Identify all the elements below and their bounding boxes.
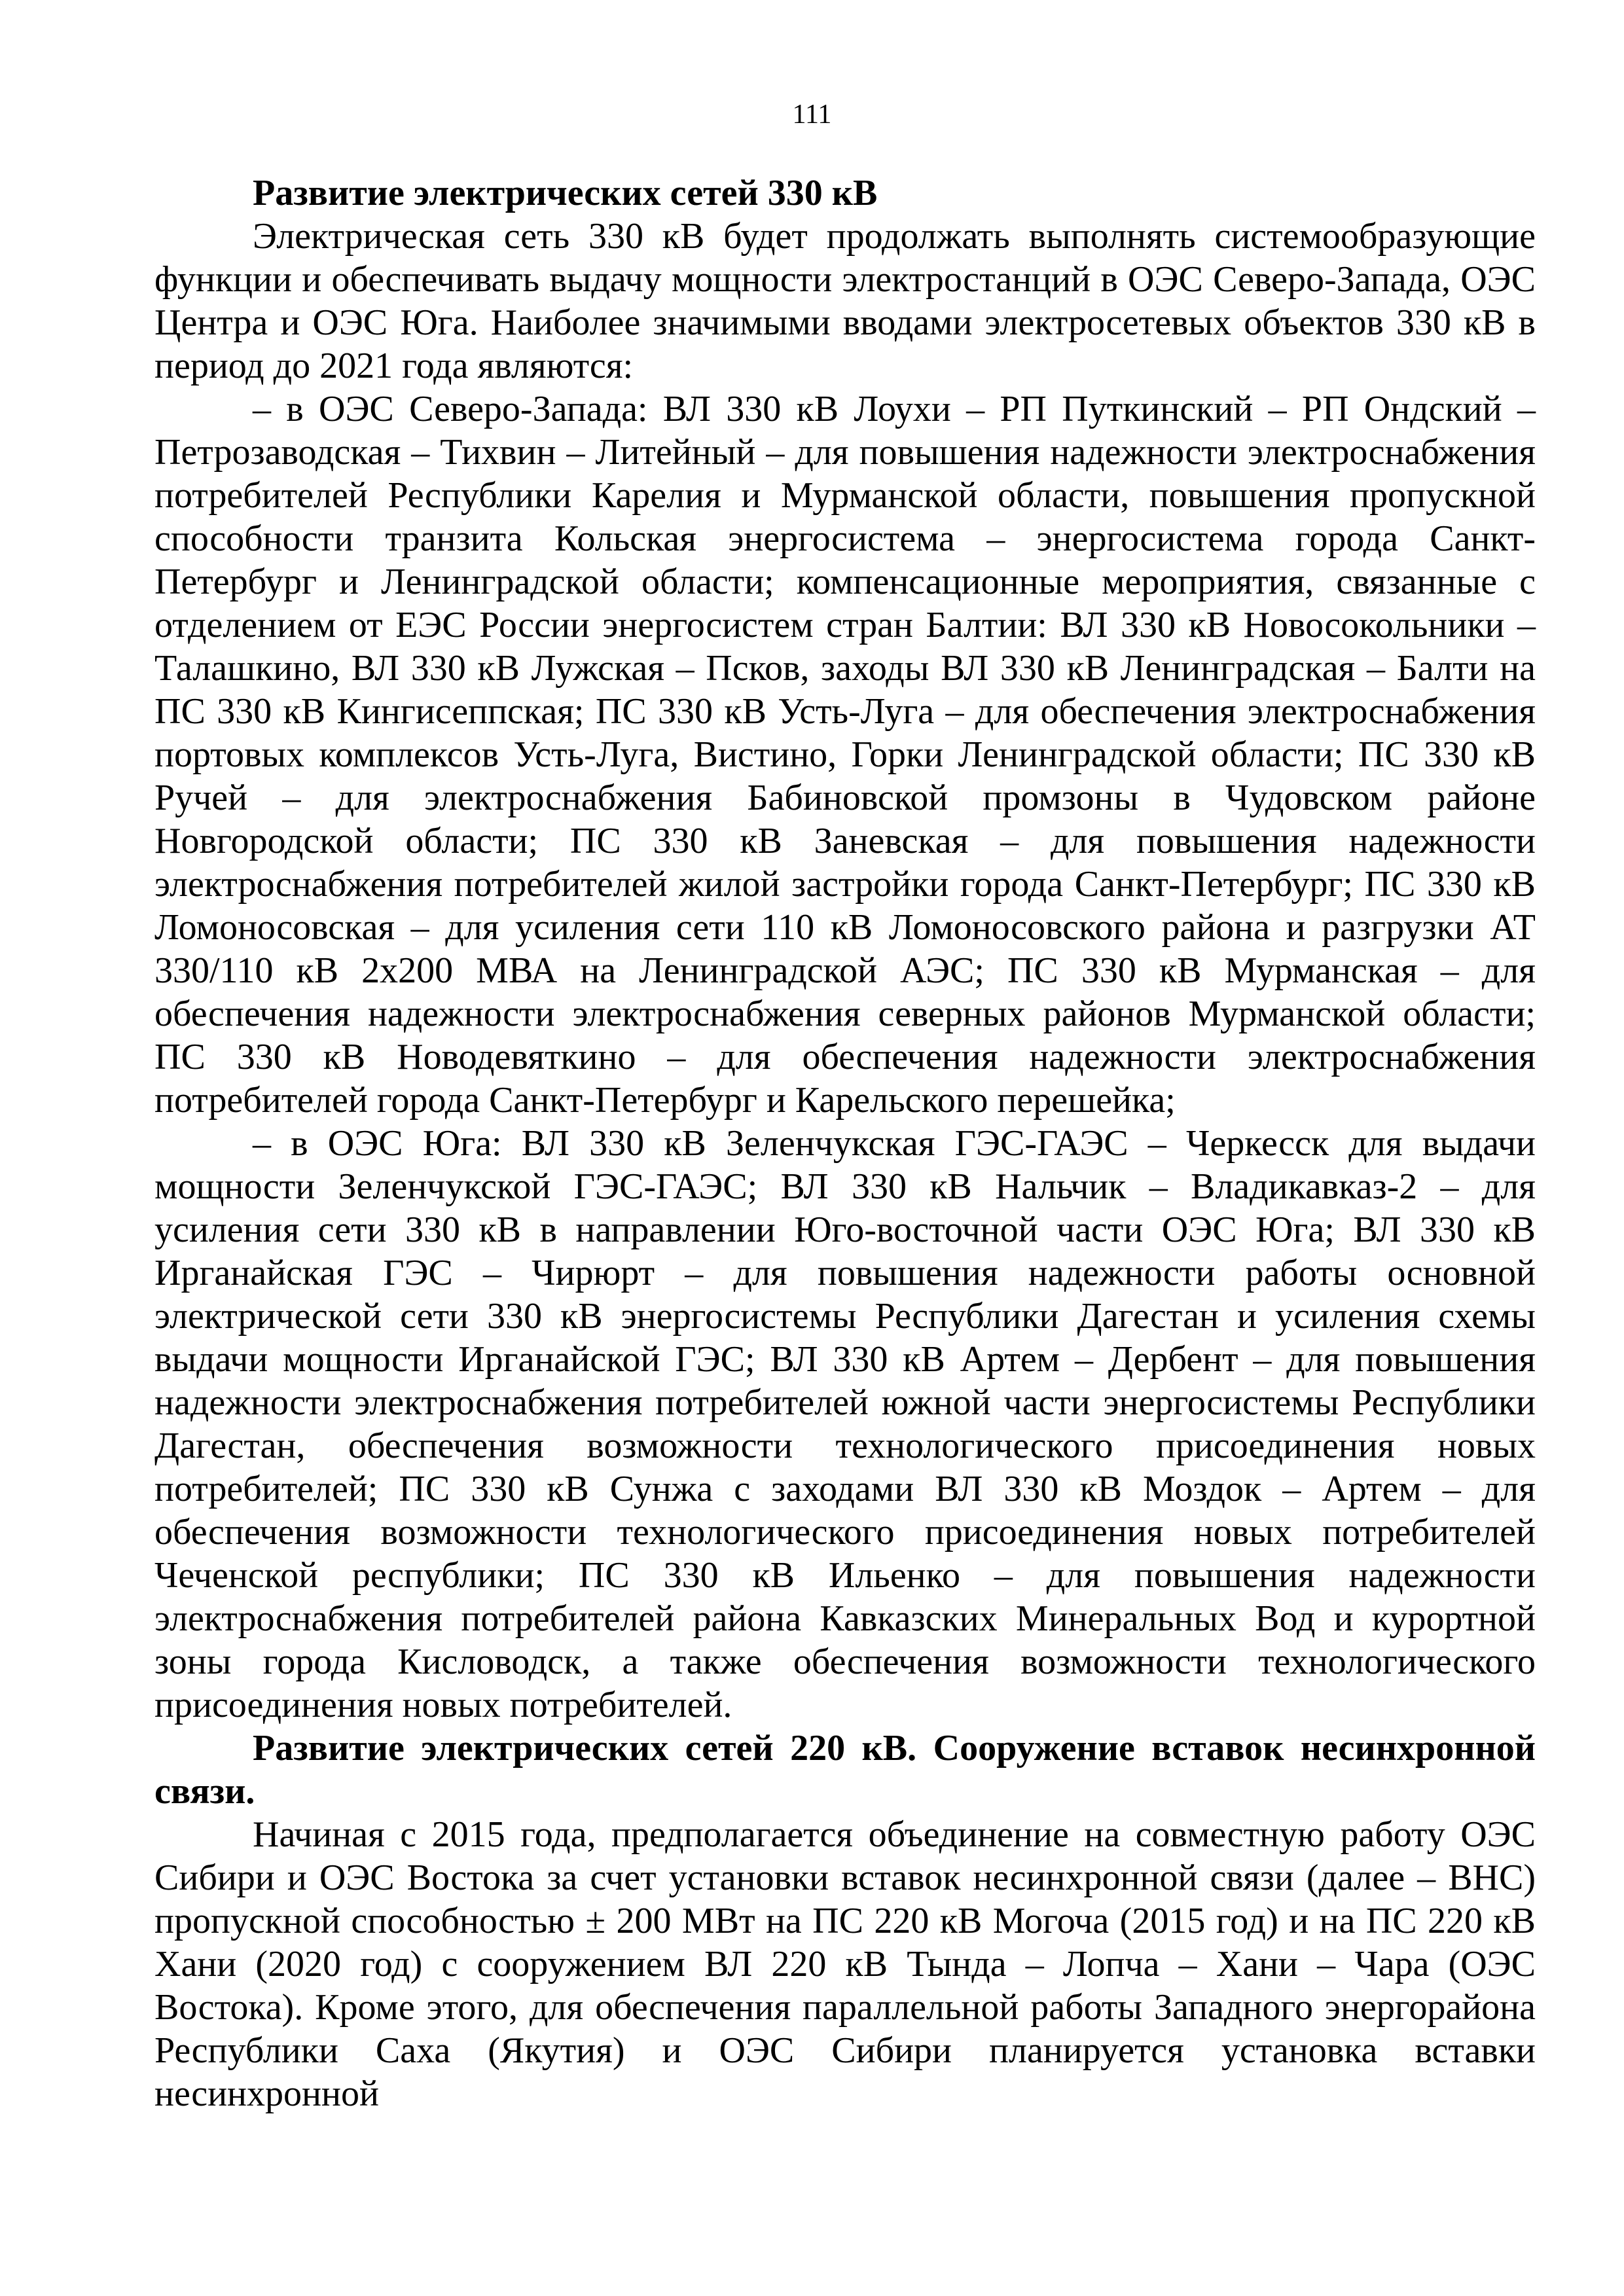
paragraph-330kv-intro: Электрическая сеть 330 кВ будет продолжать выполнять системообразующие функции и обеспечивать выдачу мощности электростанций в ОЭС Северо-Запада, ОЭС Центра и ОЭС Юга. Наиболее значимыми вводами электросетевых объектов 330 кВ в период до 2021 года являются: — [154, 216, 1536, 386]
section-heading-220kv: Развитие электрических сетей 220 кВ. Сооружение вставок несинхронной связи. — [154, 1728, 1536, 1812]
paragraph-330kv-northwest: – в ОЭС Северо-Запада: ВЛ 330 кВ Лоухи – РП Путкинский – РП Ондский – Петрозаводская – Тихвин – Литейный – для повышения надежности электроснабжения потребителей Республики Карелия и Мурманской области, повышения пропускной способности транзита Кольская энергосистема – энергосистема города Санкт-Петербург и Ленинградской области; компенсационные мероприятия, связанные с отделением от ЕЭС России энергосистем стран Балтии: ВЛ 330 кВ Новосокольники – Талашкино, ВЛ 330 кВ Лужская – Псков, заходы ВЛ 330 кВ Ленинградская – Балти на ПС 330 кВ Кингисеппская; ПС 330 кВ Усть-Луга – для обеспечения электроснабжения портовых комплексов Усть-Луга, Вистино, Горки Ленинградской области; ПС 330 кВ Ручей – для электроснабжения Бабиновской промзоны в Чудовском районе Новгородской области; ПС 330 кВ Заневская – для повышения надежности электроснабжения потребителей жилой застройки города Санкт-Петербург; ПС 330 кВ Ломоносовская – для усиления сети 110 кВ Ломоносовского района и разгрузки АТ 330/110 кВ 2х200 МВА на Ленинградской АЭС; ПС 330 кВ Мурманская – для обеспечения надежности электроснабжения северных районов Мурманской области; ПС 330 кВ Новодевяткино – для обеспечения надежности электроснабжения потребителей города Санкт-Петербург и Карельского перешейка; — [154, 389, 1536, 1121]
paragraph-220kv: Начиная с 2015 года, предполагается объединение на совместную работу ОЭС Сибири и ОЭС Востока за счет установки вставок несинхронной связи (далее – ВНС) пропускной способностью ± 200 МВт на ПС 220 кВ Могоча (2015 год) и на ПС 220 кВ Хани (2020 год) с сооружением ВЛ 220 кВ Тында – Лопча – Хани – Чара (ОЭС Востока). Кроме этого, для обеспечения параллельной работы Западного энергорайона Республики Саха (Якутия) и ОЭС Сибири планируется установка вставки несинхронной — [154, 1814, 1536, 2114]
section-heading-330kv: Развитие электрических сетей 330 кВ — [253, 173, 878, 213]
document-body — [154, 171, 1536, 2115]
paragraph-330kv-south: – в ОЭС Юга: ВЛ 330 кВ Зеленчукская ГЭС-ГАЭС – Черкесск для выдачи мощности Зеленчукской ГЭС-ГАЭС; ВЛ 330 кВ Нальчик – Владикавказ-2 – для усиления сети 330 кВ в направлении Юго-восточной части ОЭС Юга; ВЛ 330 кВ Ирганайская ГЭС – Чирюрт – для повышения надежности работы основной электрической сети 330 кВ энергосистемы Республики Дагестан и усиления схемы выдачи мощности Ирганайской ГЭС; ВЛ 330 кВ Артем – Дербент – для повышения надежности электроснабжения потребителей южной части энергосистемы Республики Дагестан, обеспечения возможности технологического присоединения новых потребителей; ПС 330 кВ Сунжа с заходами ВЛ 330 кВ Моздок – Артем – для обеспечения возможности технологического присоединения новых потребителей Чеченской республики; ПС 330 кВ Ильенко – для повышения надежности электроснабжения потребителей района Кавказских Минеральных Вод и курортной зоны города Кисловодск, а также обеспечения возможности технологического присоединения новых потребителей. — [154, 1123, 1536, 1725]
page-number: 111 — [792, 99, 832, 130]
